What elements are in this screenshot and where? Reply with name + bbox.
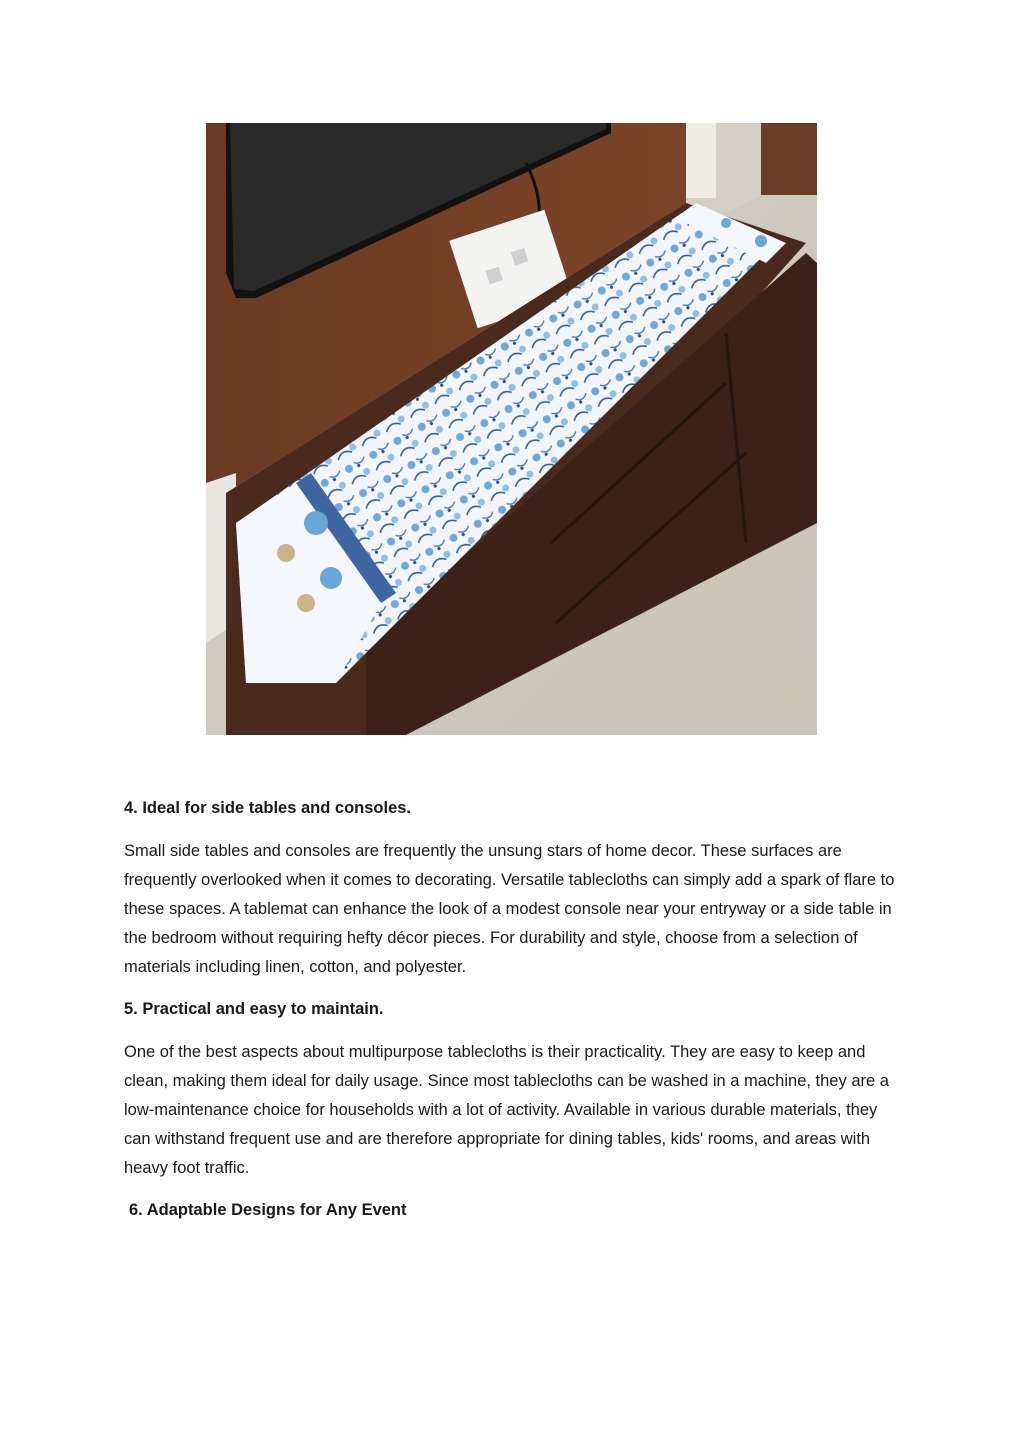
section-heading-6: 6. Adaptable Designs for Any Event bbox=[129, 1201, 407, 1219]
photo-illustration bbox=[206, 123, 817, 735]
section-body-5: One of the best aspects about multipurpose tablecloths is their practicality. They are easy to keep and clean, making them ideal for daily usage. Since most tablecloths can be washed in a machine, they are a low-maintenance choice for households with a lot of activity. Available in various durable materials, they can withstand frequent use and are therefore appropriate for dining tables, kids' rooms, and areas with heavy foot traffic. bbox=[124, 1043, 889, 1177]
photo-tv-console bbox=[206, 123, 817, 735]
section-heading-4: 4. Ideal for side tables and consoles. bbox=[124, 799, 412, 817]
section-body-4: Small side tables and consoles are frequently the unsung stars of home decor. These surfaces are frequently overlooked when it comes to decorating. Versatile tablecloths can simply add a spark of flare to these spaces. A tablemat can enhance the look of a modest console near your entryway or a side table in the bedroom without requiring hefty décor pieces. For durability and style, choose from a selection of materials including linen, cotton, and polyester. bbox=[124, 842, 895, 976]
section-heading-5: 5. Practical and easy to maintain. bbox=[124, 1000, 384, 1018]
article-content bbox=[124, 796, 904, 1239]
